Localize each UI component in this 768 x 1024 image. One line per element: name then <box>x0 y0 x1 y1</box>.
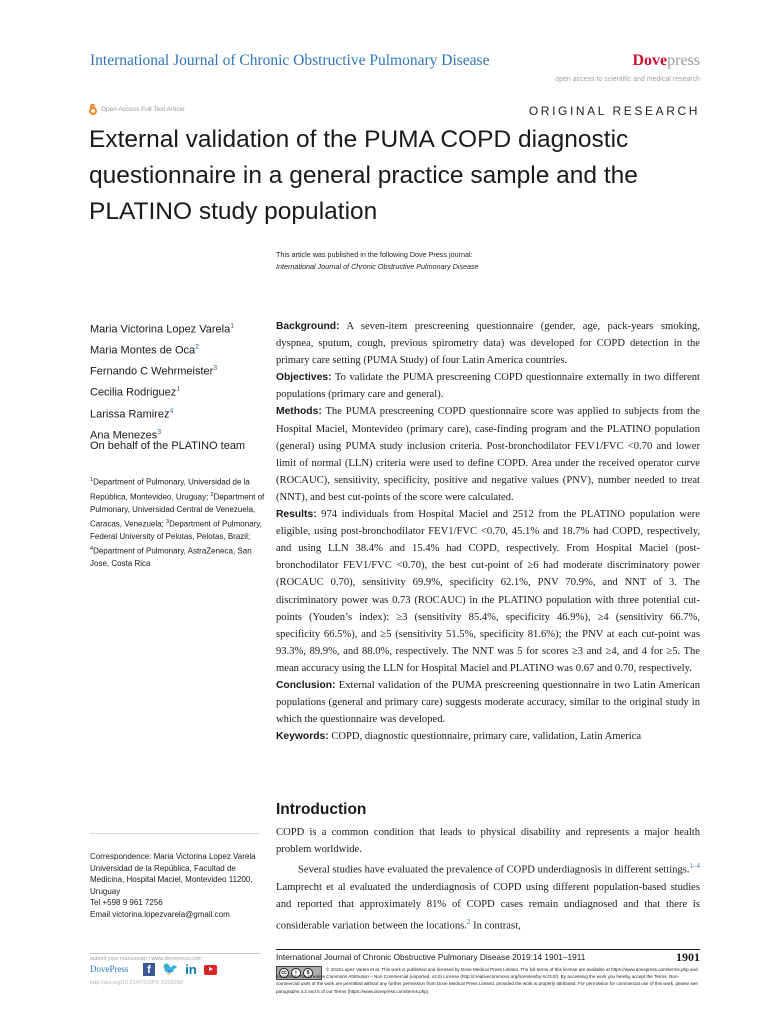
author: Maria Montes de Oca$^2$ <box>90 344 200 357</box>
linkedin-icon[interactable]: in <box>185 962 197 977</box>
introduction-heading: Introduction <box>276 801 367 818</box>
affiliation-ref[interactable]: 3 <box>157 428 162 436</box>
brand-dove: Dove <box>632 52 668 69</box>
dovepress-logo[interactable] <box>632 52 700 70</box>
brand-press: press <box>667 52 700 69</box>
citation-ref[interactable]: 1–4 <box>689 862 700 871</box>
correspondence: Correspondence: Maria Victorina Lopez Varela Universidad de la República, Facultad de Medicina, Hospital Maciel, Montevideo 11200, Uruguay Tel +598 9 961 7256 Email victorina.lopezvarela@gmail.com <box>90 851 266 921</box>
affiliation-ref[interactable]: 2 <box>195 344 200 352</box>
abstract-background: Background: A seven-item prescreening questionnaire (gender, age, pack-years smoking, dyspnea, sputum, cough, previous spirometry data) was developed for COPD detection in the primary care setting (PUMA Study) of four Latin America countries. <box>276 321 700 367</box>
abstract-keywords: Keywords: COPD, diagnostic questionnaire, primary care, validation, Latin America <box>276 731 642 743</box>
cc-icon: cc <box>279 968 289 978</box>
article-type: ORIGINAL RESEARCH <box>528 104 700 118</box>
paper-title: External validation of the PUMA COPD diagnostic questionnaire in a general practice sample and the PLATINO study population <box>89 126 638 225</box>
author: Larissa Ramirez$^4$ <box>90 407 174 421</box>
author: Cecilia Rodriguez$^1$ <box>90 386 181 400</box>
citation-ref[interactable]: 2 <box>466 917 471 926</box>
abstract-methods: Methods: The PUMA prescreening COPD questionnaire score was applied to subjects from the Hospital Maciel, Montevideo (primary care), case-finding program and the PLATINO population (general) using PUMA study inclusion criteria. Post-bronchodilator FEV1/FVC <0.70 and lower limit of normal (LLN) criteria were used to define COPD. Area under the received operator curve (ROCAUC), sensitivity, specificity, positive and negative values (PNV), number needed to treat (NNT), and best cut-points of the score were calculated. <box>276 406 700 503</box>
publication-note <box>276 249 479 273</box>
affiliation-ref[interactable]: 4 <box>169 407 174 415</box>
affiliation-ref[interactable]: 1 <box>176 386 181 394</box>
divider <box>276 949 700 950</box>
journal-citation: International Journal of Chronic Obstructive Pulmonary Disease 2019:14 1901–1911 <box>276 952 586 962</box>
open-access-lock-icon <box>89 104 97 115</box>
abstract <box>276 318 700 745</box>
facebook-icon[interactable]: f <box>143 963 155 976</box>
affiliation-ref[interactable]: 1 <box>230 323 235 330</box>
correspondence-email[interactable]: Email victorina.lopezvarela@gmail.com <box>90 909 230 919</box>
intro-paragraph: Several studies have evaluated the prevalence of COPD underdiagnosis in different settings.$^{1-4}$ Lamprecht et al evaluated the underdiagnosis of COPD using different population-based studies and reported that approximately 81% of COPD cases remain undiagnosed and that there is considerable variation between the locations.$^2$ In contrast, <box>276 862 700 932</box>
divider <box>90 833 260 834</box>
affiliations: $^1$Department of Pulmonary, Universidad de la República, Montevideo, Uruguay; $^2$Department of Pulmonary, Universidad Central de Venezuela, Caracas, Venezuela; $^3$Department of Pulmonary, Federal University of Pelotas, Pelotas, Brazil; $^4$Department of Pulmonary, AstraZeneca, San Jose, Costa Rica <box>90 477 265 568</box>
author: Fernando C Wehrmeister$^3$ <box>90 365 218 378</box>
open-access-badge <box>89 104 185 115</box>
youtube-icon[interactable] <box>204 965 217 975</box>
group-authorship: On behalf of the PLATINO team <box>90 440 246 452</box>
abstract-results: Results: 974 individuals from Hospital Maciel and 2512 from the PLATINO population were eligible, using post-bronchodilator FEV1/FVC <0.70, 45.1% and 18.7% had COPD, respectively, and using LLN 38.4% and 15.4% had COPD, respectively. From Hospital Maciel (post-bronchodilator FEV1/FVC <0.70), the best cut-point of ≥6 had moderate discriminatory power (ROCAUC 0.70), sensitivity 69.9%, specificity 62.1%, PNV 70.9%, and NNT of 3. The discriminatory power was 0.73 (ROCAUC) in the PLATINO population with three potential cut-points (Youden’s index): ≥3 (sensitivity 85.4%, specificity 46.9%), ≥4 (sensitivity 66.7%, specificity 66.5%), and ≥5 (sensitivity 51.5%, specificity 81.6%); the PNV at each cut-point was 93.3%, 89.9%, and 88.0%, respectively. The NNT was 5 for scores ≥3 and ≥4, and 4 for ≥5. The mean accuracy using the LLN for Hospital Maciel and PLATINO was 0.67 and 0.70, respectively. <box>276 509 701 674</box>
affiliation-ref[interactable]: 3 <box>213 365 218 373</box>
author-list <box>90 318 234 445</box>
doi-link[interactable]: http://doi.org/10.2147/COPD.S206250 <box>90 980 183 986</box>
journal-title: International Journal of Chronic Obstructive Pulmonary Disease <box>90 52 490 69</box>
author: Maria Victorina Lopez Varela$^1$ <box>90 323 235 336</box>
by-icon: i <box>291 968 301 978</box>
intro-paragraph: COPD is a common condition that leads to physical disability and represents a major health problem worldwide. <box>276 827 700 856</box>
abstract-objectives: Objectives: To validate the PUMA prescreening COPD questionnaire externally in two different populations (primary care and general). <box>276 372 700 401</box>
page-number: 1901 <box>676 950 700 964</box>
twitter-icon[interactable]: 🐦 <box>162 962 179 977</box>
license-text: © 2019 Lopez Varela et al. This work is published and licensed by Dove Medical Press Limited. The full terms of this license are available at https://www.dovepress.com/terms.php and incorporate the Creative Commons Attribution – Non Commercial (unported, v3.0) License (http://creativecommons.org/licenses/by-nc/3.0/). By accessing the work you hereby accept the Terms. Non-commercial uses of the work are permitted without any further permission from Dove Medical Press Limited, provided the work is properly attributed. For permission for commercial use of this work, please see paragraphs 4.2 and 5 of our Terms (https://www.dovepress.com/terms.php). <box>276 967 698 994</box>
publication-note-line: This article was published in the following Dove Press journal: <box>276 250 473 259</box>
social-links <box>143 962 217 977</box>
footer-dovepress-logo[interactable]: DovePress <box>90 964 129 974</box>
abstract-conclusion: Conclusion: External validation of the PUMA prescreening questionnaire in two Latin American populations (general and primary care) suggests moderate accuracy, similar to the original study in which the questionnaire was developed. <box>276 679 700 726</box>
open-access-label: Open Access Full Text Article <box>101 106 185 113</box>
publication-note-journal[interactable]: International Journal of Chronic Obstructive Pulmonary Disease <box>276 262 479 271</box>
author: Ana Menezes$^3$ <box>90 428 162 442</box>
nc-icon: $ <box>303 968 313 978</box>
brand-tagline: open access to scientific and medical research <box>555 76 700 83</box>
submit-manuscript-link[interactable]: submit your manuscript | www.dovepress.com <box>90 956 202 962</box>
divider <box>90 953 260 954</box>
introduction-body <box>276 824 700 934</box>
